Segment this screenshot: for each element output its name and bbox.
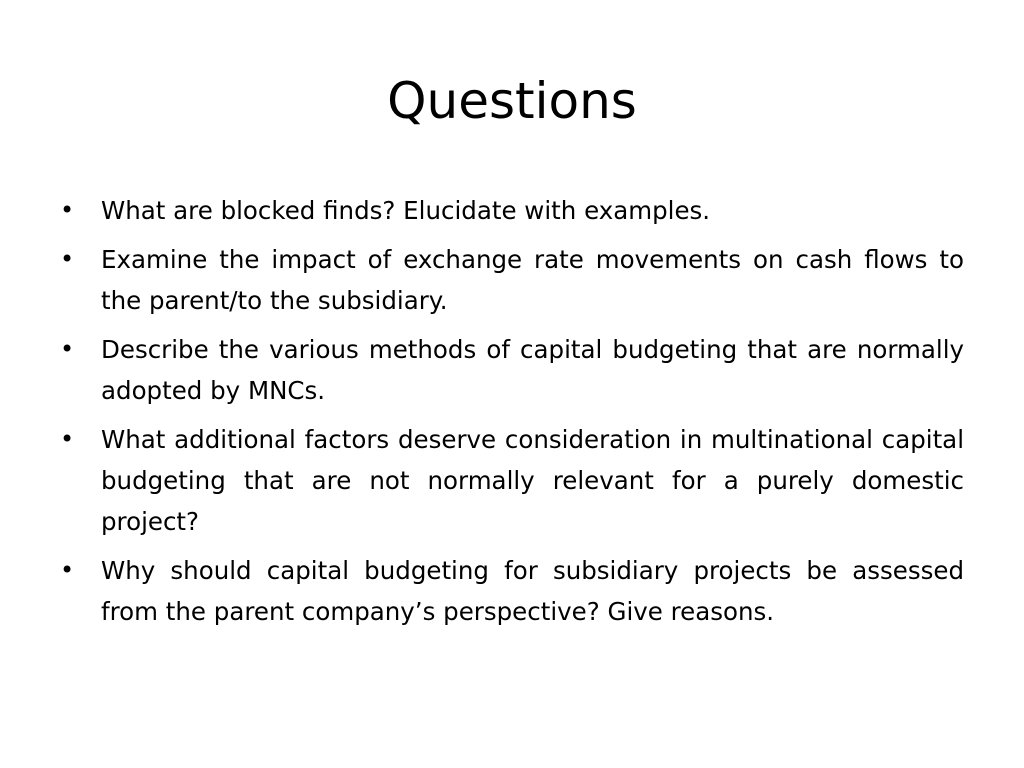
question-text: Describe the various methods of capital budgeting that are normally adopted by MNCs. [101,335,964,405]
question-text: What are blocked finds? Elucidate with examples. [101,196,711,225]
list-item [60,329,964,411]
bullet-icon: • [60,335,75,363]
list-item [60,190,964,231]
question-text: What additional factors deserve consideration in multinational capital budgeting that are not normally relevant for a purely domestic project? [101,425,964,536]
bullet-icon: • [60,245,75,273]
bullet-icon: • [60,196,75,224]
question-text: Why should capital budgeting for subsidiary projects be assessed from the parent company’s perspective? Give reasons. [101,556,964,626]
list-item [60,239,964,321]
question-text: Examine the impact of exchange rate movements on cash flows to the parent/to the subsidiary. [101,245,964,315]
list-item [60,550,964,632]
list-item [60,419,964,542]
slide-title: Questions [387,72,637,130]
bullet-icon: • [60,556,75,584]
question-list [60,190,964,640]
bullet-icon: • [60,425,75,453]
